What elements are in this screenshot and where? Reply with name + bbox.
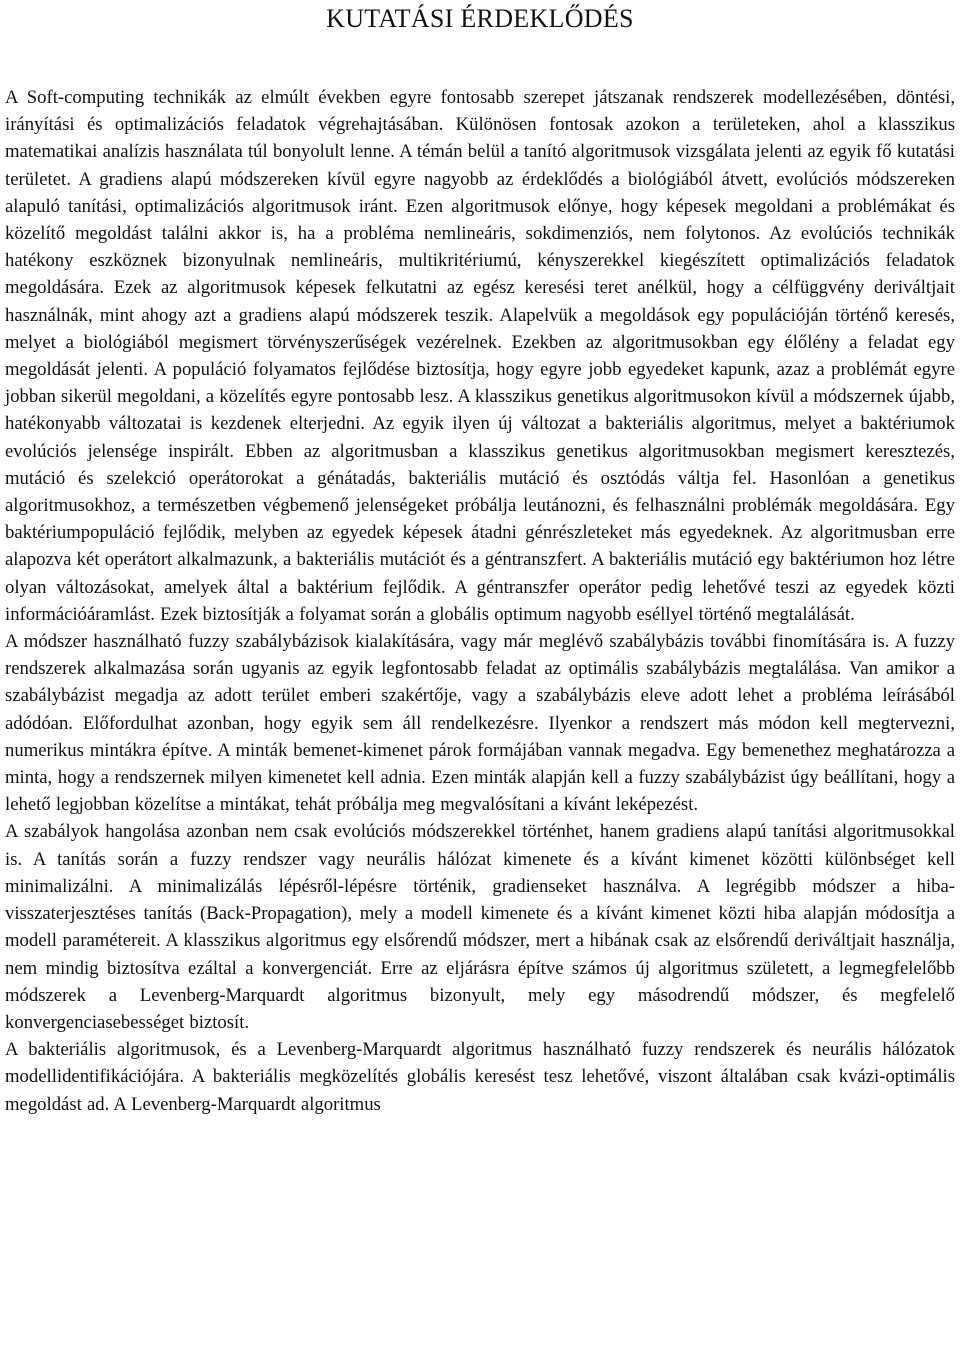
- page-title: KUTATÁSI ÉRDEKLŐDÉS: [326, 4, 634, 33]
- paragraph-evolutionary-methods: A Soft-computing technikák az elmúlt években egyre fontosabb szerepet játszanak rendszerek modellezésében, döntési, irányítási és optimalizációs feladatok végrehajtásában. Különösen fontosak azokon a területeken, ahol a klasszikus matematikai analízis használata túl bonyolult lenne. A témán belül a tanító algoritmusok vizsgálata jelenti az egyik fő kutatási területet. A gradiens alapú módszereken kívül egyre nagyobb az érdeklődés a biológiából átvett, evolúciós módszereken alapuló tanítási, optimalizációs algoritmusok iránt. Ezen algoritmusok előnye, hogy képesek megoldani a problémákat és közelítő megoldást találni akkor is, ha a probléma nemlineáris, sokdimenziós, nem folytonos. Az evolúciós technikák hatékony eszköznek bizonyulnak nemlineáris, multikritériumú, kényszerekkel kiegészített optimalizációs feladatok megoldására. Ezek az algoritmusok képesek felkutatni az egész keresési teret anélkül, hogy a célfüggvény deriváltjait használnák, mint ahogy azt a gradiens alapú módszerek teszik. Alapelvük a megoldások egy populációján történő keresés, melyet a biológiából megismert törvényszerűségek vezérelnek. Ezekben az algoritmusokban egy élőlény a feladat egy megoldását jelenti. A populáció folyamatos fejlődése biztosítja, hogy egyre jobb egyedeket kapunk, azaz a problémát egyre jobban sikerül megoldani, a közelítés egyre pontosabb lesz. A klasszikus genetikus algoritmusokon kívül a módszernek újabb, hatékonyabb változatai is kezdenek elterjedni. Az egyik ilyen új változat a bakteriális algoritmus, melyet a baktériumok evolúciós jelensége inspirált. Ebben az algoritmusban a klasszikus genetikus algoritmusokban megismert keresztezés, mutáció és szelekció operátorokat a génátadás, bakteriális mutáció és osztódás váltja fel. Hasonlóan a genetikus algoritmusokhoz, a természetben végbemenő jelenségeket próbálja leutánozni, és felhasználni problémák megoldására. Egy baktériumpopuláció fejlődik, melyben az egyedek képesek átadni génrészleteket más egyedeknek. Az algoritmusban erre alapozva két operátort alkalmazunk, a bakteriális mutációt és a géntranszfert. A bakteriális mutáció egy baktériumon hoz létre olyan változásokat, amelyek által a baktérium fejlődik. A géntranszfer operátor pedig lehetővé teszi az egyedek közti információáramlást. Ezek biztosítják a folyamat során a globális optimum nagyobb eséllyel történő megtalálását.: [5, 87, 955, 625]
- document-body: [5, 84, 955, 1118]
- paragraph-gradient-training: A szabályok hangolása azonban nem csak evolúciós módszerekkel történhet, hanem gradiens alapú tanítási algoritmusokkal is. A tanítás során a fuzzy rendszer vagy neurális hálózat kimenete és a kívánt kimenet közötti különbséget kell minimalizálni. A minimalizálás lépésről-lépésre történik, gradienseket használva. A legrégibb módszer a hiba-visszaterjesztéses tanítás (Back-Propagation), mely a modell kimenete és a kívánt kimenet közti hiba alapján módosítja a modell paramétereit. A klasszikus algoritmus egy elsőrendű módszer, mert a hibának csak az elsőrendű deriváltjait használja, nem mindig biztosítva ezáltal a konvergenciát. Erre az eljárásra építve számos új algoritmus született, a legmegfelelőbb módszerek a Levenberg-Marquardt algoritmus bizonyult, mely egy másodrendű módszer, és megfelelő konvergenciasebességet biztosít.: [5, 821, 955, 1033]
- paragraph-fuzzy-rulebase: A módszer használható fuzzy szabálybázisok kialakítására, vagy már meglévő szabálybázis további finomítására is. A fuzzy rendszerek alkalmazása során ugyanis az egyik legfontosabb feladat az optimális szabálybázis megtalálása. Van amikor a szabálybázist megadja az adott terület emberi szakértője, vagy a szabálybázis eleve adott lehet a probléma leírásából adódóan. Előfordulhat azonban, hogy egyik sem áll rendelkezésre. Ilyenkor a rendszert más módon kell megtervezni, numerikus mintákra építve. A minták bemenet-kimenet párok formájában vannak megadva. Egy bemenethez meghatározza a minta, hogy a rendszernek milyen kimenetet kell adnia. Ezen minták alapján kell a fuzzy szabálybázist úgy beállítani, hogy a lehető legjobban közelítse a mintákat, tehát próbálja meg megvalósítani a kívánt leképezést.: [5, 631, 955, 816]
- paragraph-bacterial-levenberg: A bakteriális algoritmusok, és a Levenberg-Marquardt algoritmus használható fuzzy rendszerek és neurális hálózatok modellidentifikációjára. A bakteriális megközelítés globális keresést tesz lehetővé, viszont általában csak kvázi-optimális megoldást ad. A Levenberg-Marquardt algoritmus: [5, 1039, 955, 1115]
- document-page: [5, 0, 955, 1118]
